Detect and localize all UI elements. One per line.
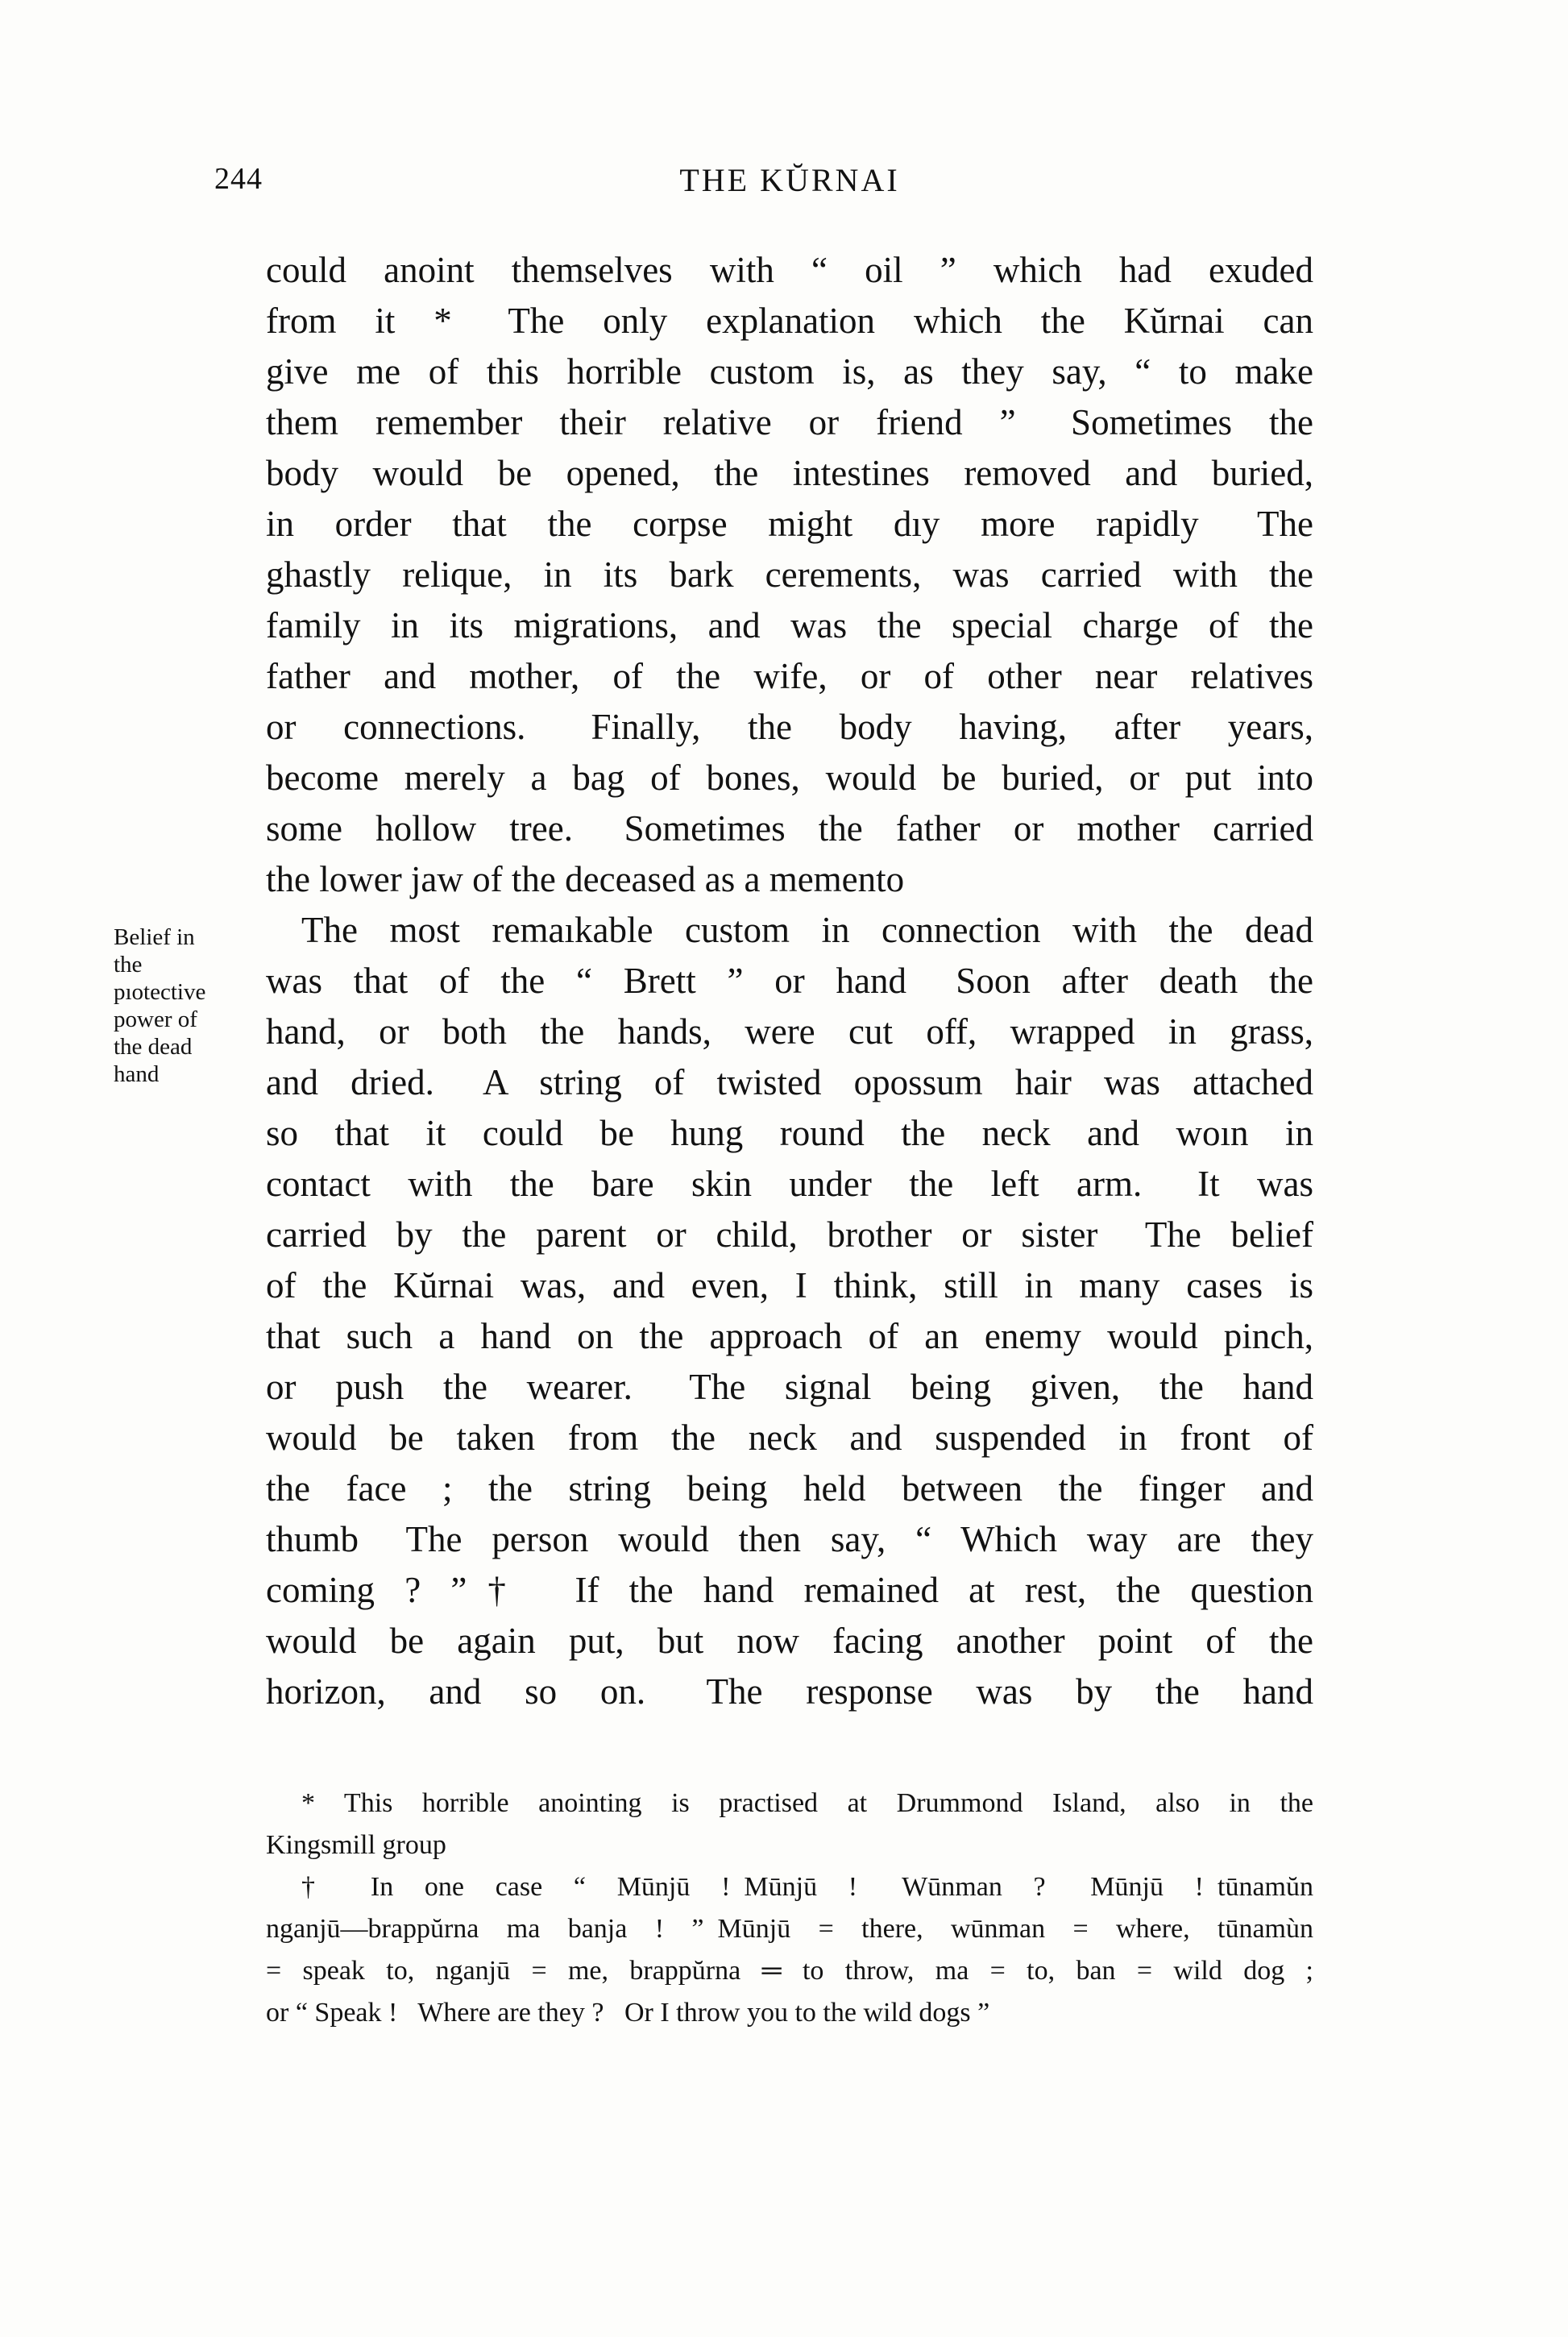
body-line: body would be opened, the intestines removed and buried,: [266, 453, 1313, 493]
body-line: the face ; the string being held between the finger and: [266, 1468, 1313, 1509]
margin-note-line: hand: [114, 1061, 160, 1087]
page-number: 244: [214, 162, 263, 196]
body-line: would be taken from the neck and suspended in front of: [266, 1418, 1313, 1458]
body-line: carried by the parent or child, brother or sister The belief: [266, 1214, 1313, 1255]
body-line: The most remaıkable custom in connection with the dead: [301, 910, 1313, 950]
body-line: in order that the corpse might dıy more rapidly The: [266, 504, 1313, 544]
body-line: the lower jaw of the deceased as a memento: [266, 859, 905, 899]
margin-note: [114, 924, 267, 1088]
body-line: them remember their relative or friend ” Sometimes the: [266, 402, 1313, 442]
body-line: hand, or both the hands, were cut off, wrapped in grass,: [266, 1011, 1313, 1052]
footnote-line: nganjū—brappŭrna ma banja ! ” Mūnjū = there, wūnman = where, tūnamùn: [266, 1914, 1313, 1944]
body-line: and dried. A string of twisted opossum hair was attached: [266, 1062, 1313, 1102]
body-line: family in its migrations, and was the special charge of the: [266, 605, 1313, 645]
body-line: or connections. Finally, the body having, after years,: [266, 707, 1313, 747]
body-line: contact with the bare skin under the left arm. It was: [266, 1164, 1313, 1204]
footnote-line: or “ Speak ! Where are they ? Or I throw you to the wild dogs ”: [266, 1998, 990, 2028]
running-title: THE KŬRNAI: [679, 162, 900, 198]
body-line: of the Kŭrnai was, and even, I think, still in many cases is: [266, 1265, 1313, 1305]
footnote-line: * This horrible anointing is practised at Drummond Island, also in the: [301, 1788, 1313, 1818]
body-line: from it * The only explanation which the Kŭrnai can: [266, 301, 1313, 341]
margin-note-line: the dead: [114, 1034, 193, 1060]
body-line: or push the wearer. The signal being given, the hand: [266, 1367, 1313, 1407]
margin-note-line: the: [114, 952, 143, 978]
body-line: become merely a bag of bones, would be buried, or put into: [266, 758, 1313, 798]
footnote-line: † In one case “ Mūnjū ! Mūnjū ! Wūnman ? Mūnjū ! tūnamŭn: [301, 1872, 1313, 1902]
margin-note-line: Belief in: [114, 924, 195, 950]
body-line: father and mother, of the wife, or of other near relatives: [266, 656, 1313, 696]
body-line: thumb The person would then say, “ Which way are they: [266, 1519, 1313, 1559]
body-line: would be again put, but now facing another point of the: [266, 1621, 1313, 1661]
body-line: could anoint themselves with “ oil ” which had exuded: [266, 250, 1313, 290]
footnote-line: = speak to, nganjū = me, brappŭrna ═ to throw, ma = to, ban = wild dog ;: [266, 1956, 1313, 1986]
margin-note-line: power of: [114, 1007, 197, 1032]
body-line: that such a hand on the approach of an enemy would pinch,: [266, 1316, 1313, 1356]
body-line: so that it could be hung round the neck and woın in: [266, 1113, 1313, 1153]
margin-note-line: pıotective: [114, 979, 206, 1005]
body-line: some hollow tree. Sometimes the father or mother carried: [266, 808, 1313, 849]
footnote-line: Kingsmill group: [266, 1830, 446, 1860]
body-line: give me of this horrible custom is, as they say, “ to make: [266, 351, 1313, 392]
body-line: was that of the “ Brett ” or hand Soon after death the: [266, 961, 1313, 1001]
body-text: [266, 245, 1313, 1717]
body-line: ghastly relique, in its bark cerements, was carried with the: [266, 554, 1313, 595]
body-line: horizon, and so on. The response was by the hand: [266, 1671, 1313, 1712]
body-line: coming ? ”† If the hand remained at rest, the question: [266, 1570, 1313, 1610]
footnotes: [266, 1783, 1313, 2034]
